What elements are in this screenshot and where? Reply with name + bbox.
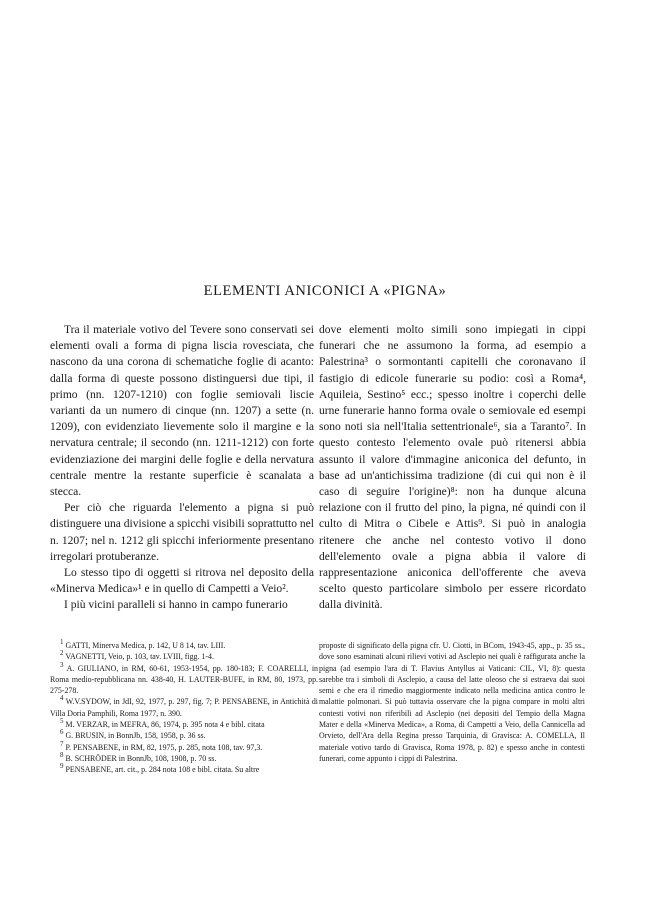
paragraph: Lo stesso tipo di oggetti si ritrova nel deposito della «Minerva Medica»¹ e in quello di Campetti a Veio². [50,567,314,596]
footnotes-right [319,640,585,764]
paragraph: Per ciò che riguarda l'elemento a pigna si può distinguere una divisione a spicchi visibili soprattutto nel n. 1207; nel n. 1212 gli spicchi inferiormente presentano irregolari protuberanze. [50,502,314,563]
footnote-marker: 8 [60,750,64,759]
footnotes-left [50,640,318,776]
footnote-marker: 2 [60,649,64,658]
paragraph: Tra il materiale votivo del Tevere sono conservati sei elementi ovali a forma di pigna liscia rovesciata, che nascono da una corona di schematiche foglie di acanto: dalla forma di queste possono distinguersi due tipi, il primo (nn. 1207-1210) con foglie semiovali liscie varianti da un numero di cinque (nn. 1207) a sette (n. 1209), con evidenziato lievemente solo il margine e la nervatura centrale; il secondo (nn. 1211-1212) con forte evidenziazione dei margini delle foglie e della nervatura centrale mentre la restante superficie è scanalata a stecca. [50,324,314,499]
footnote-marker: 6 [60,728,64,737]
footnote: $^9$ PENSABENE, art. cit., p. 284 nota 108 e bibl. citata. Su altre [60,762,260,775]
left-text-column [50,322,314,614]
paragraph: I più vicini paralleli si hanno in campo funerario [64,599,288,612]
paragraph: dove elementi molto simili sono impiegati in cippi funerari che ne assumono la forma, ad esempio a Palestrina³ o sormontanti capitelli che coronavano il fastigio di edicole funerarie su podio: così a Roma⁴, Aquileia, Sestino⁵ ecc.; spesso inoltre i coperchi delle urne funerarie hanno forma ovale o semiovale ed esempi sono noti sia nell'Italia settentrionale⁶, sia a Taranto⁷. In questo contesto l'elemento ovale può ritenersi abbia assunto il valore d'immagine aniconica del defunto, in base ad un'antichissima tradizione (di cui qui non è il caso di seguire l'origine)⁸: non ha dunque alcuna relazione con il frutto del pino, la pigna, né quindi con il culto di Mitra o Cibele e Attis⁹. Si può in analogia ritenere che anche nel contesto votivo il dono dell'elemento ovale a pigna abbia il valore di rappresentazione aniconica dell'offerente che aveva scelto questo particolare simbolo per essere ricordato dalla divinità. [319,324,586,612]
page-title: ELEMENTI ANICONICI A «PIGNA» [203,283,447,299]
footnote-marker: 1 [60,638,64,646]
footnote: $^7$ P. PENSABENE, in RM, 82, 1975, p. 285, nota 108, tav. 97,3. [60,739,263,752]
right-text-column [319,322,586,614]
footnote-marker: 9 [60,762,64,771]
footnote-continuation: proposte di significato della pigna cfr. U. Ciotti, in BCom, 1943-45, app., p. 35 ss., dove sono esaminati alcuni rilievi votivi ad Asclepio nei quali è raffigurata anche la pigna (ad esempio l'ara di T. Flavius Antyllus ai Vaticani: CIL, VI, 8): questa sarebbe tra i simboli di Asclepio, a causa del latte oleoso che si estraeva dai suoi semi e che era il rimedio maggiormente indicato nella medicina antica contro le malattie polmonari. Si può tuttavia osservare che la pigna compare in molti altri contesti votivi non riferibili ad Asclepio (nei depositi del Tempio della Magna Mater e della «Minerva Medica», a Roma, di Campetti a Veio, della Cannicella ad Orvieto, dell'Ara della Regina presso Tarquinia, di Gravisca: A. COMELLA, Il materiale votivo tardo di Gravisca, Roma 1978, p. 82) e spesso anche in contesti funerari, come appunto i cippi di Palestrina. [319,641,585,763]
footnote-marker: 7 [60,739,64,748]
footnote-marker: 3 [60,660,64,669]
footnote-marker: 4 [60,694,64,703]
footnote: $^8$ B. SCHRÖDER in BonnJb, 108, 1908, p. 70 ss. [60,750,217,763]
footnote: $^5$ M. VERZAR, in MEFRA, 86, 1974, p. 395 nota 4 e bibl. citata [60,717,265,730]
footnote-marker: 5 [60,717,64,726]
footnote: $^1$ GATTI, Minerva Medica, p. 142, U 8 14, tav. LIII. [60,638,226,650]
footnote: $^4$ W.V.SYDOW, in JdI, 92, 1977, p. 297, fig. 7; P. PENSABENE, in Antichità di Villa Doria Pamphili, Roma 1977, n. 390. [50,694,318,718]
footnote: $^3$ A. GIULIANO, in RM, 60-61, 1953-1954, pp. 180-183; F. COARELLI, in Roma medio-repubblicana nn. 438-40, H. LAUTER-BUFE, in RM, 80, 1973, pp. 275-278. [50,660,318,696]
footnote: $^6$ G. BRUSIN, in BonnJb, 158, 1958, p. 36 ss. [60,728,206,741]
footnote: $^2$ VAGNETTI, Veio, p. 103, tav. LVIII, figg. 1-4. [60,649,214,662]
